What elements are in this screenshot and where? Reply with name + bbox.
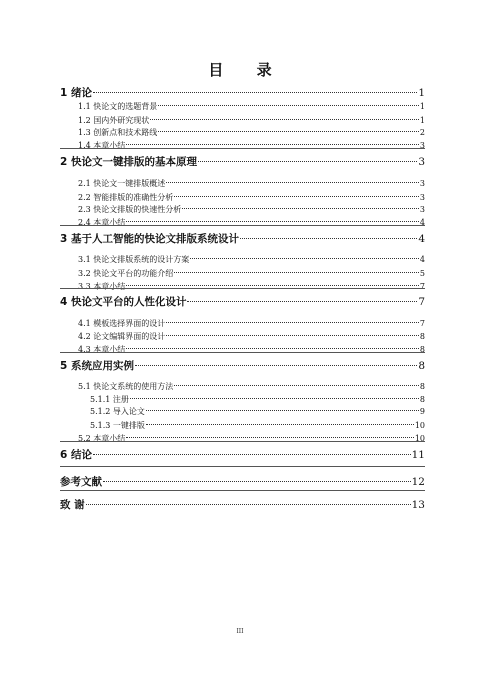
- toc-entry[interactable]: [60, 85, 425, 100]
- toc-entry[interactable]: [60, 420, 425, 431]
- toc-leader-dots: [187, 300, 417, 302]
- toc-entry-page: 8: [419, 382, 425, 391]
- toc-leader-dots: [158, 104, 419, 106]
- toc-entry[interactable]: [60, 433, 425, 444]
- toc-entry-title: 2.3 快论文排版的快速性分析: [78, 205, 182, 214]
- toc-entry-title: 3.2 快论文平台的功能介绍: [78, 269, 174, 278]
- toc-entry[interactable]: [60, 281, 425, 292]
- toc-leader-dots: [198, 160, 417, 162]
- toc-entry-page: 12: [411, 476, 425, 488]
- toc-leader-dots: [146, 409, 419, 411]
- toc-entry[interactable]: [60, 294, 425, 309]
- toc-entry-title: 1 绪论: [60, 87, 92, 99]
- toc-entry-title: 4.2 论文编辑界面的设计: [78, 332, 166, 341]
- toc-entry-title: 2.1 快论文一键排版概述: [78, 179, 166, 188]
- toc-entry[interactable]: [60, 447, 425, 462]
- toc-entry-title: 2.4 本章小结: [78, 218, 126, 227]
- toc-entry-page: 9: [419, 407, 425, 416]
- toc-entry-page: 4: [419, 255, 425, 264]
- toc-entry[interactable]: [60, 331, 425, 342]
- toc-leader-dots: [150, 118, 419, 120]
- toc-entry[interactable]: [60, 344, 425, 355]
- toc-entry-title: 3.3 本章小结: [78, 282, 126, 291]
- toc-entry[interactable]: [60, 204, 425, 215]
- section-divider: [60, 225, 425, 226]
- toc-leader-dots: [166, 181, 419, 183]
- toc-entry-title: 1.3 创新点和技术路线: [78, 128, 158, 137]
- section-divider: [60, 288, 425, 289]
- toc-entry-page: 3: [418, 156, 425, 168]
- toc-leader-dots: [126, 220, 419, 222]
- toc-entry-page: 3: [419, 205, 425, 214]
- toc-leader-dots: [126, 284, 419, 286]
- toc-entry-page: 5: [419, 269, 425, 278]
- toc-entry-title: 5.1.2 导入论文: [90, 407, 145, 416]
- toc-entry-page: 2: [419, 128, 425, 137]
- toc-entry-page: 10: [414, 421, 425, 430]
- toc-entry-title: 致 谢: [60, 499, 85, 511]
- toc-entry-page: 3: [419, 193, 425, 202]
- toc-entry-page: 4: [418, 233, 425, 245]
- section-divider: [60, 441, 425, 442]
- toc-leader-dots: [166, 321, 419, 323]
- toc-entry[interactable]: [60, 318, 425, 329]
- toc-leader-dots: [103, 480, 411, 482]
- toc-entry[interactable]: [60, 217, 425, 228]
- toc-leader-dots: [240, 237, 417, 239]
- toc-leader-dots: [135, 364, 417, 366]
- toc-entry[interactable]: [60, 101, 425, 112]
- toc-entry-title: 5 系统应用实例: [60, 360, 134, 372]
- toc-entry-title: 1.4 本章小结: [78, 141, 126, 150]
- toc-entry-page: 3: [419, 141, 425, 150]
- toc-entry-title: 2 快论文一键排版的基本原理: [60, 156, 197, 168]
- toc-entry[interactable]: [60, 406, 425, 417]
- toc-entry-title: 3.1 快论文排版系统的设计方案: [78, 255, 190, 264]
- toc-leader-dots: [190, 257, 419, 259]
- toc-entry-title: 1.1 快论文的选题背景: [78, 102, 158, 111]
- toc-entry-title: 5.2 本章小结: [78, 434, 126, 443]
- toc-entry-title: 4 快论文平台的人性化设计: [60, 296, 187, 308]
- toc-entry-title: 5.1.1 注册: [90, 395, 129, 404]
- toc-leader-dots: [93, 453, 411, 455]
- page-number: III: [236, 628, 244, 635]
- toc-entry-page: 7: [419, 319, 425, 328]
- section-divider: [60, 490, 425, 491]
- toc-entry[interactable]: [60, 231, 425, 246]
- toc-entry[interactable]: [60, 154, 425, 169]
- toc-entry[interactable]: [60, 394, 425, 405]
- toc-entry-page: 8: [418, 360, 425, 372]
- toc-entry-title: 4.1 模板选择界面的设计: [78, 319, 166, 328]
- toc-entry-page: 4: [419, 218, 425, 227]
- toc-entry-page: 1: [419, 102, 425, 111]
- toc-leader-dots: [126, 347, 419, 349]
- toc-entry-page: 8: [419, 345, 425, 354]
- toc-entry-page: 7: [419, 282, 425, 291]
- toc-entry-title: 1.2 国内外研究现状: [78, 116, 150, 125]
- toc-leader-dots: [174, 384, 419, 386]
- toc-entry-title: 参考文献: [60, 476, 102, 488]
- toc-leader-dots: [130, 397, 419, 399]
- toc-entry-page: 1: [419, 116, 425, 125]
- toc-leader-dots: [182, 207, 419, 209]
- toc-entry-title: 4.3 本章小结: [78, 345, 126, 354]
- toc-entry-page: 8: [419, 395, 425, 404]
- toc-entry-page: 11: [411, 449, 425, 461]
- toc-entry-page: 7: [418, 296, 425, 308]
- toc-leader-dots: [146, 423, 414, 425]
- toc-leader-dots: [174, 195, 419, 197]
- toc-entry[interactable]: [60, 192, 425, 203]
- toc-entry-title: 6 结论: [60, 449, 92, 461]
- toc-entry[interactable]: [60, 140, 425, 151]
- toc-entry-title: 5.1.3 一键排版: [90, 421, 145, 430]
- toc-entry[interactable]: [60, 178, 425, 189]
- section-divider: [60, 352, 425, 353]
- section-divider: [60, 466, 425, 467]
- toc-leader-dots: [158, 130, 419, 132]
- toc-leader-dots: [166, 334, 419, 336]
- toc-entry[interactable]: [60, 115, 425, 126]
- toc-entry-page: 8: [419, 332, 425, 341]
- toc-entry-page: 1: [418, 87, 425, 99]
- toc-leader-dots: [86, 503, 411, 505]
- toc-entry[interactable]: [60, 474, 425, 489]
- toc-leader-dots: [126, 436, 414, 438]
- toc-leader-dots: [126, 143, 419, 145]
- toc-leader-dots: [174, 271, 419, 273]
- toc-leader-dots: [93, 91, 417, 93]
- toc-entry[interactable]: [60, 381, 425, 392]
- toc-entry-page: 13: [411, 499, 425, 511]
- toc-entry[interactable]: [60, 127, 425, 138]
- toc-entry[interactable]: [60, 268, 425, 279]
- toc-entry[interactable]: [60, 358, 425, 373]
- toc-entry-page: 3: [419, 179, 425, 188]
- toc-entry[interactable]: [60, 497, 425, 512]
- section-divider: [60, 148, 425, 149]
- toc-entry-title: 3 基于人工智能的快论文排版系统设计: [60, 233, 239, 245]
- toc-entry-title: 5.1 快论文系统的使用方法: [78, 382, 174, 391]
- toc-entry[interactable]: [60, 254, 425, 265]
- toc-entry-title: 2.2 智能排版的准确性分析: [78, 193, 174, 202]
- page-title: 目 录: [208, 61, 286, 79]
- toc-entry-page: 10: [414, 434, 425, 443]
